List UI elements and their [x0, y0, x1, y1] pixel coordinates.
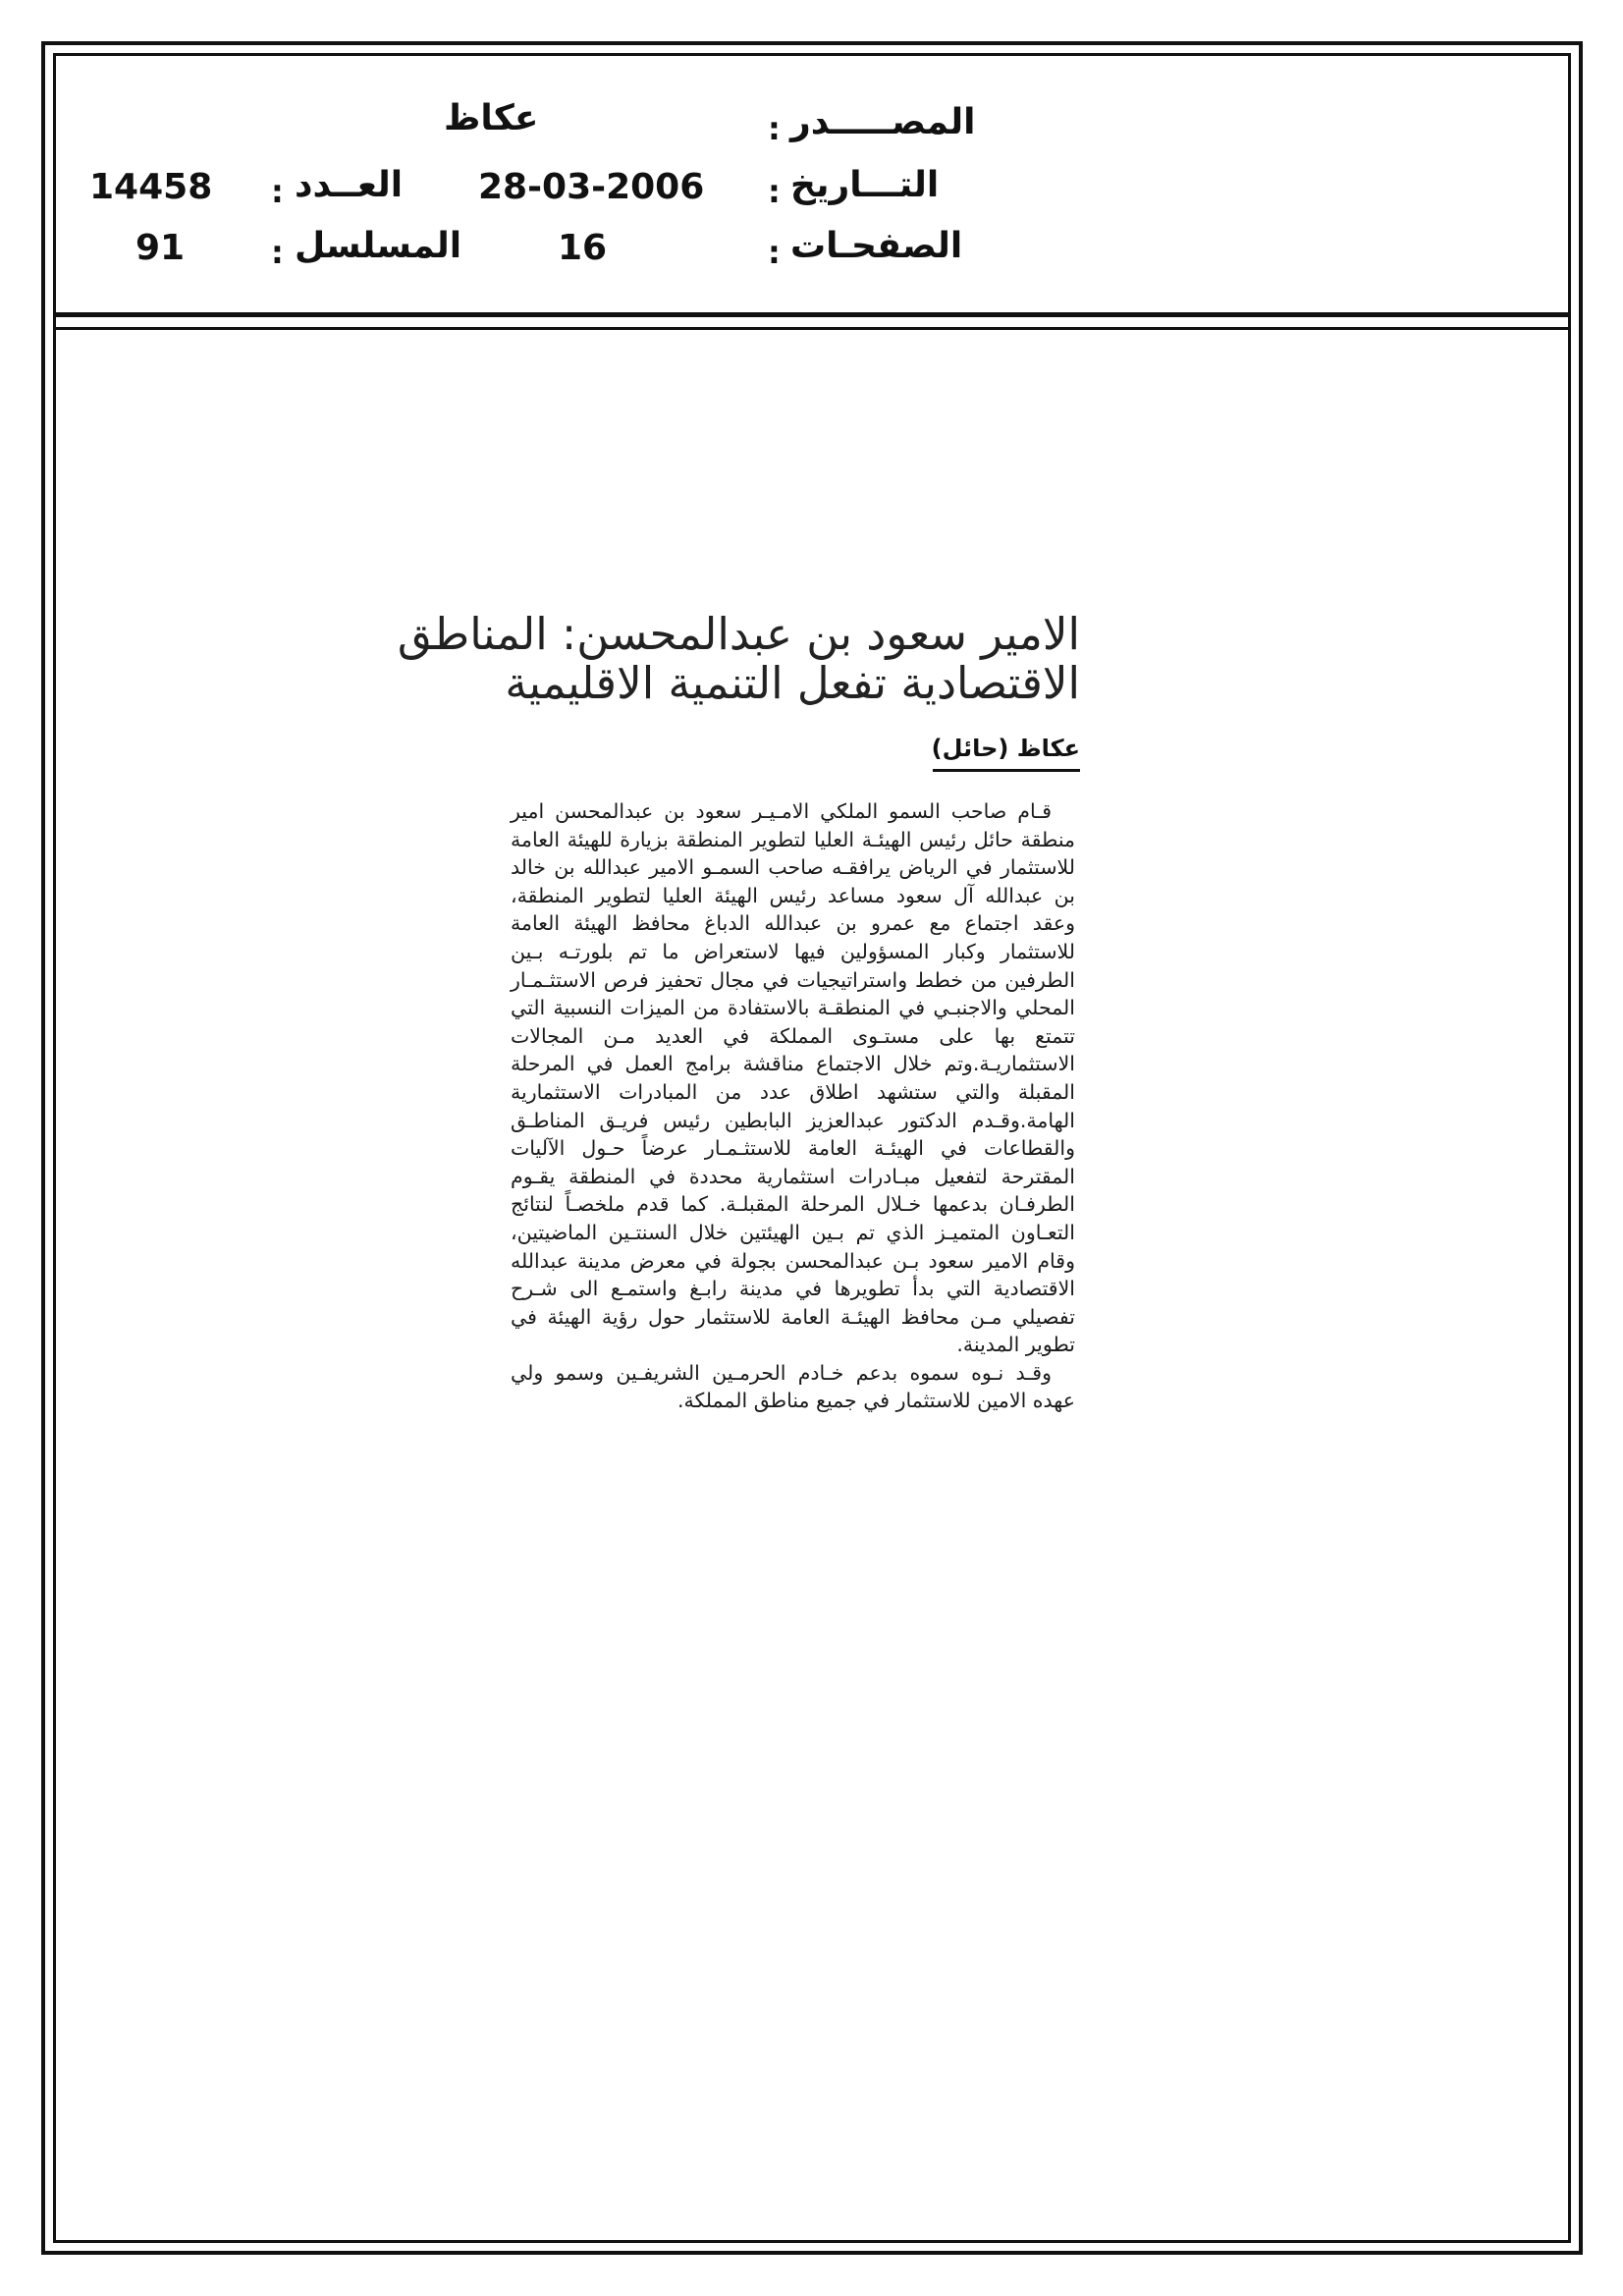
source-colon: :	[768, 110, 781, 147]
article-paragraph: قـام صاحب السمو الملكي الامـيـر سعود بن عبدالمحسن امير منطقة حائل رئيس الهيئـة العليا لتطوير المنطقة بزيارة للهيئة العامة للاستثمار في الرياض يرافقـه صاحب السمـو الامير عبدالله بن خالد بن عبدالله آل سعود مساعد رئيس الهيئة العليا لتطوير المنطقة، وعقد اجتماع مع عمرو بن عبدالله الدباغ محافظ الهيئة العامة للاستثمار وكبار المسؤولين فيها لاستعراض ما تم بلورتـه بـين الطرفين من خطط واستراتيجيات في مجال تحفيز فرص الاستثـمـار المحلي والاجنبـي في المنطقـة بالاستفادة من الميزات النسبية التي تتمتع بها على مستـوى المملكة في العديد مـن المجالات الاستثماريـة.وتم خلال الاجتماع مناقشة برامج العمل في المرحلة المقبلة والتي ستشهد اطلاق عدد من المبادرات الاستثمارية الهامة.وقـدم الدكتور عبدالعزيز البابطين رئيس فريـق المناطـق والقطاعات في الهيئـة العامة للاستثـمـار عرضاً حـول الآليات المقترحة لتفعيل مبـادرات استثمارية محددة في المنطقة يقـوم الطرفـان بدعمها خـلال المرحلة المقبلـة. كما قدم ملخصـاً لنتائج التعـاون المتميـز الذي تم بـين الهيئتين خلال السنتـين الماضيتين، وقام الامير سعود بـن عبدالمحسن بجولة في معرض مدينة عبدالله الاقتصادية التي بدأ تطويرها في مدينة رابـغ واستمـع الى شـرح تفصيلي مـن محافظ الهيئـة العامة للاستثمار حول رؤية الهيئة في تطوير المدينة.	[511, 799, 1075, 1357]
headline-line-2: الاقتصادية تفعل التنمية الاقليمية	[505, 657, 1080, 709]
article-body	[511, 797, 1075, 1415]
header-divider-thick	[53, 312, 1571, 317]
serial-label: المسلسل	[295, 226, 462, 266]
pages-colon: :	[768, 234, 781, 271]
article-paragraph: وقـد نـوه سموه بدعم خـادم الحرمـين الشريفـين وسمو ولي عهده الامين للاستثمار في جميع مناطق المملكة.	[511, 1360, 1075, 1413]
date-label: التـــاريخ	[790, 165, 940, 205]
header-divider-thin	[53, 327, 1571, 330]
issue-label: العــدد	[295, 165, 404, 205]
date-colon: :	[768, 173, 781, 210]
source-value: عكاظ	[444, 98, 539, 138]
issue-colon: :	[271, 173, 284, 210]
pages-value: 16	[558, 228, 608, 268]
pages-label: الصفحـات	[790, 226, 963, 266]
byline: عكاظ (حائل)	[931, 735, 1080, 762]
source-label: المصـــــدر	[790, 102, 976, 142]
headline-line-1: الامير سعود بن عبدالمحسن: المناطق	[397, 608, 1080, 660]
byline-underline	[933, 769, 1080, 772]
date-value: 28-03-2006	[478, 167, 705, 207]
serial-colon: :	[271, 234, 284, 271]
issue-value: 14458	[89, 167, 213, 207]
serial-value: 91	[135, 228, 186, 268]
